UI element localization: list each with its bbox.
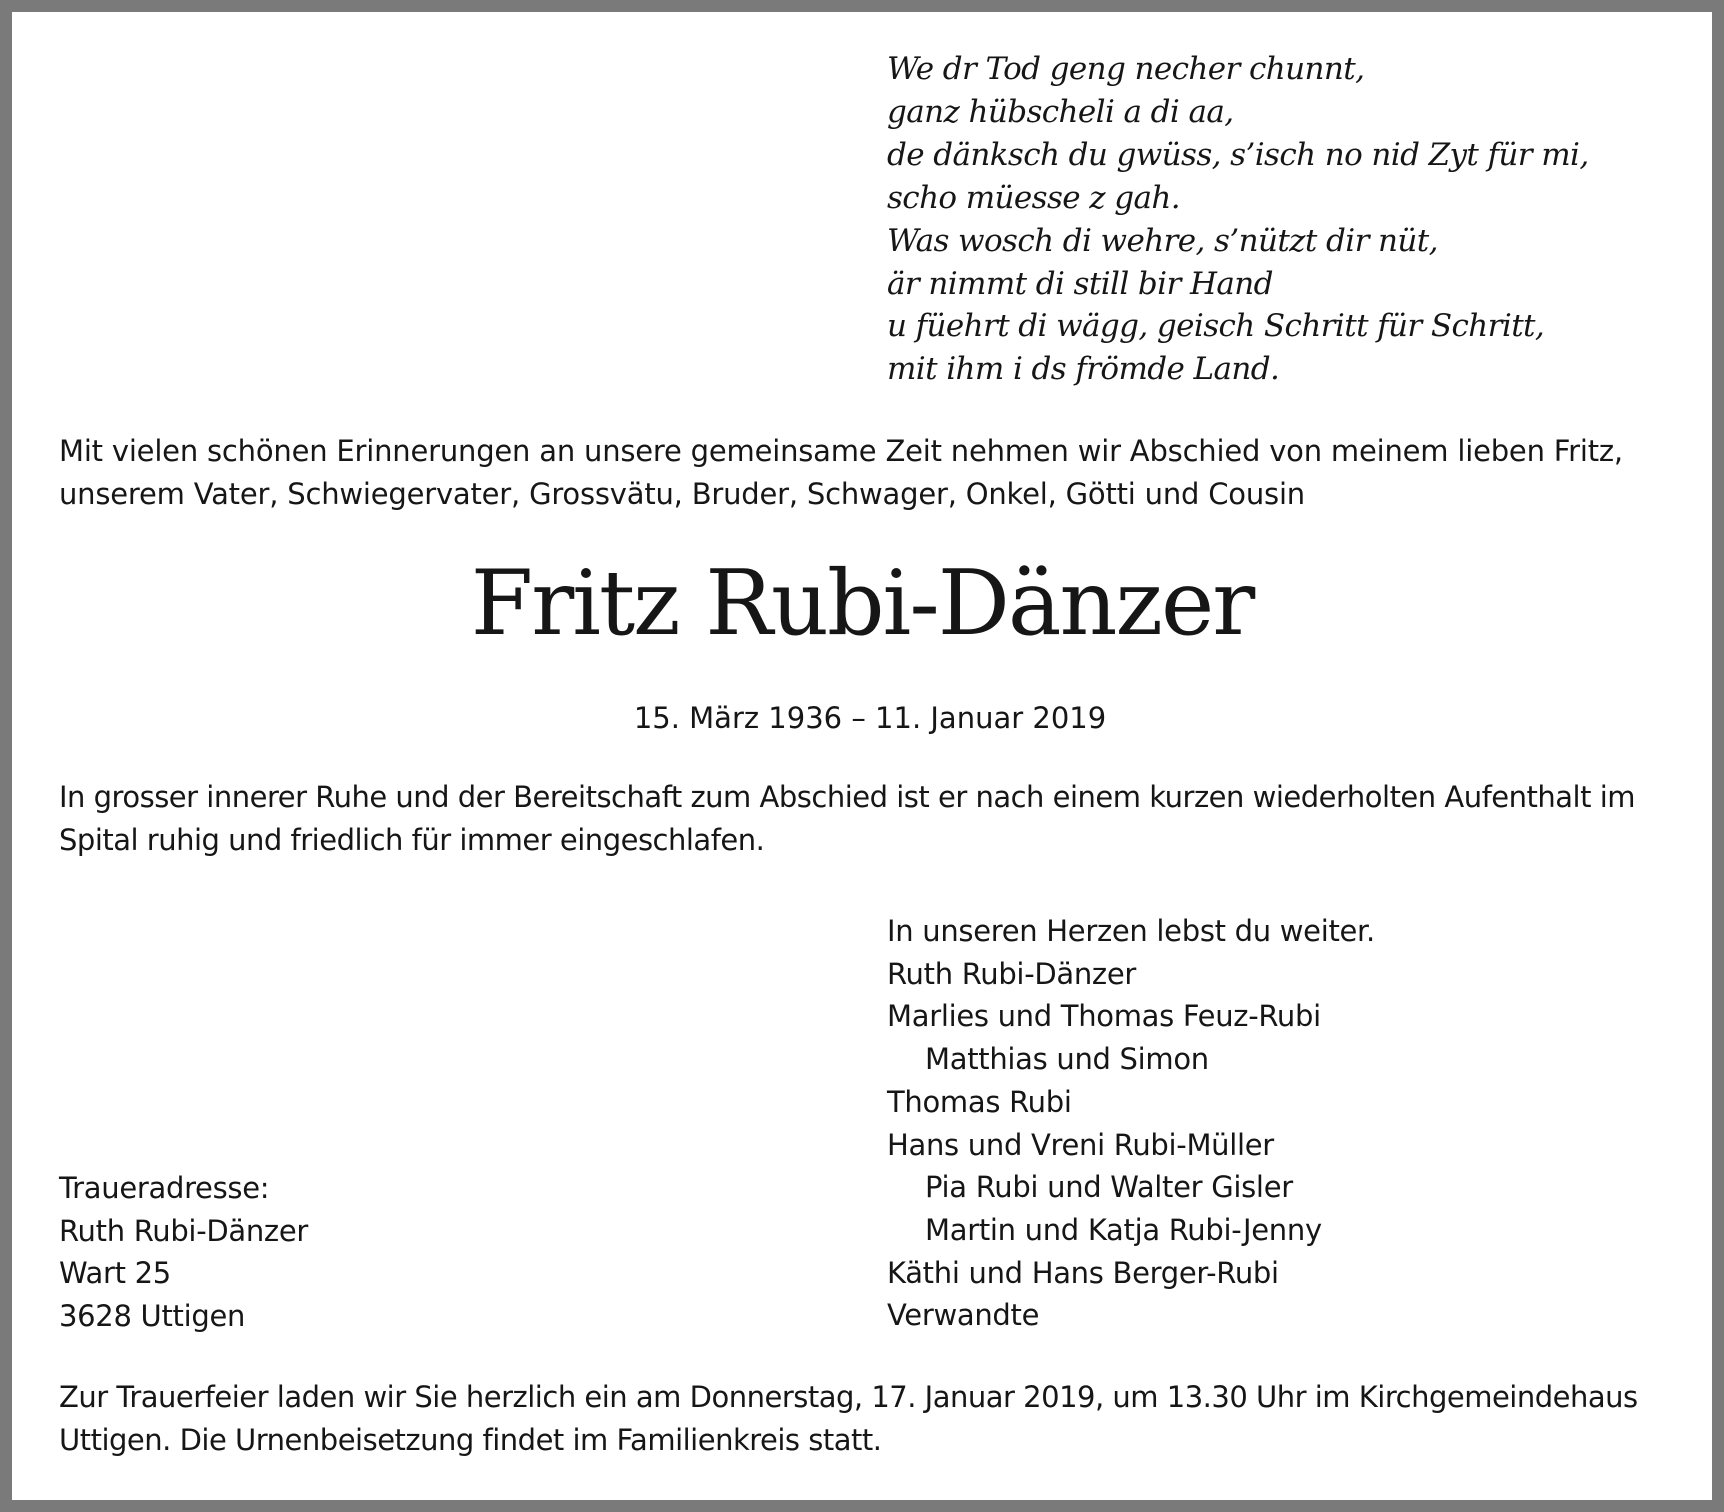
- intro-line: unserem Vater, Schwiegervater, Grossvätu, Bruder, Schwager, Onkel, Götti und Cousin: [59, 477, 1305, 511]
- family-line: Thomas Rubi: [887, 1084, 1072, 1119]
- life-dates: 15. März 1936 – 11. Januar 2019: [633, 701, 1107, 735]
- family-line: Martin und Katja Rubi-Jenny: [925, 1212, 1322, 1247]
- address-line: Wart 25: [59, 1256, 171, 1291]
- poem-line: Was wosch di wehre, s’nützt dir nüt,: [887, 222, 1438, 259]
- poem-line: scho müesse z gah.: [887, 179, 1181, 216]
- poem-line: de dänksch du gwüss, s’isch no nid Zyt für mi,: [887, 136, 1589, 173]
- funeral-info: [59, 1376, 1689, 1462]
- funeral-info-line: Uttigen. Die Urnenbeisetzung findet im Familienkreis statt.: [59, 1423, 882, 1457]
- family-line: Verwandte: [887, 1298, 1040, 1333]
- funeral-info-line: Zur Trauerfeier laden wir Sie herzlich ein am Donnerstag, 17. Januar 2019, um 13.30 Uhr im Kirchgemeindehaus: [59, 1380, 1638, 1414]
- family-line: Ruth Rubi-Dänzer: [887, 956, 1137, 991]
- poem-line: We dr Tod geng necher chunnt,: [887, 51, 1365, 87]
- poem-line: är nimmt di still bir Hand: [887, 265, 1273, 302]
- deceased-name: Fritz Rubi-Dänzer: [470, 551, 1254, 656]
- address-line: Traueradresse:: [59, 1171, 270, 1205]
- family-list: [887, 910, 1375, 1337]
- family-line: In unseren Herzen lebst du weiter.: [887, 914, 1375, 948]
- poem-line: mit ihm i ds frömde Land.: [887, 351, 1280, 388]
- family-line: Käthi und Hans Berger-Rubi: [887, 1255, 1279, 1290]
- message-line: Spital ruhig und friedlich für immer eingeschlafen.: [59, 823, 765, 857]
- family-line: Matthias und Simon: [925, 1042, 1209, 1077]
- family-line: Pia Rubi und Walter Gisler: [925, 1170, 1293, 1205]
- message-line: In grosser innerer Ruhe und der Bereitschaft zum Abschied ist er nach einem kurzen wiederholten Aufenthalt im: [59, 780, 1635, 814]
- obituary-notice: [12, 12, 1712, 1500]
- intro-line: Mit vielen schönen Erinnerungen an unsere gemeinsame Zeit nehmen wir Abschied von meinem lieben Fritz,: [59, 434, 1623, 468]
- family-line: Marlies und Thomas Feuz-Rubi: [887, 999, 1321, 1034]
- address-line: Ruth Rubi-Dänzer: [59, 1213, 309, 1248]
- poem: [887, 48, 1589, 391]
- poem-line: ganz hübscheli a di aa,: [887, 93, 1234, 130]
- poem-line: u füehrt di wägg, geisch Schritt für Schritt,: [887, 308, 1545, 345]
- address-line: 3628 Uttigen: [59, 1299, 246, 1334]
- family-line: Hans und Vreni Rubi-Müller: [887, 1127, 1274, 1162]
- message-text: [59, 776, 1689, 862]
- mourning-address: [59, 1167, 308, 1338]
- intro-text: [59, 430, 1679, 516]
